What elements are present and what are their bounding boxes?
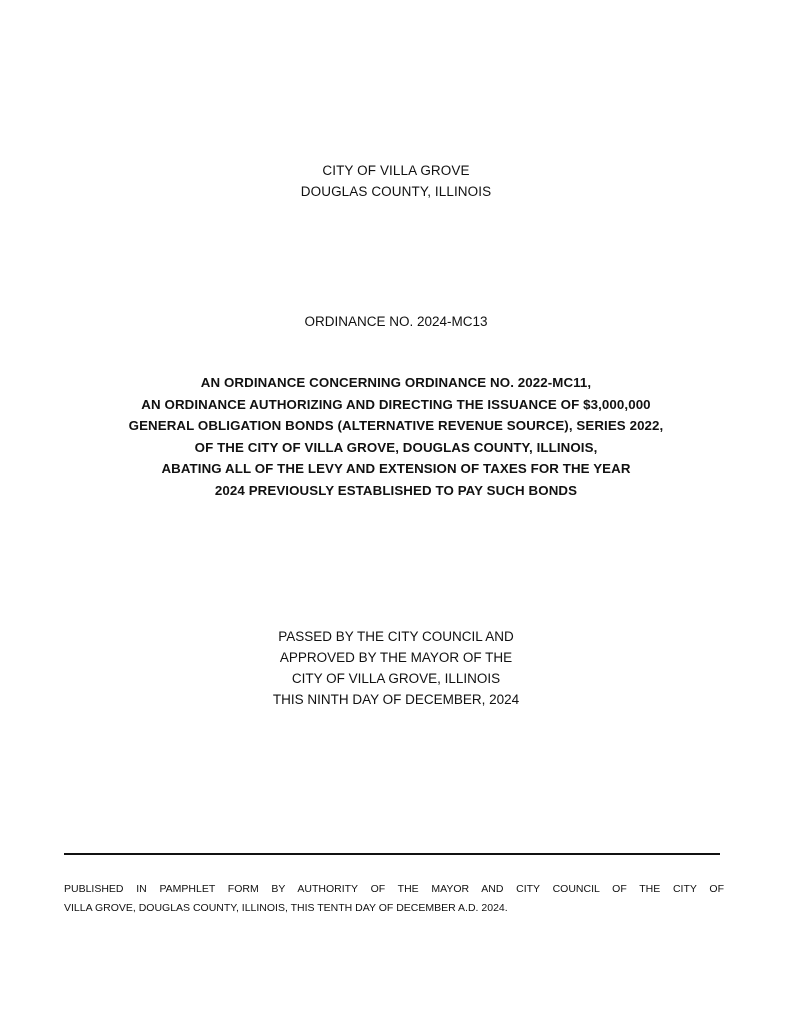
title-line: GENERAL OBLIGATION BONDS (ALTERNATIVE REVENUE SOURCE), SERIES 2022, — [128, 418, 664, 433]
title-line: ABATING ALL OF THE LEVY AND EXTENSION OF TAXES FOR THE YEAR — [161, 461, 631, 476]
passed-line: APPROVED BY THE MAYOR OF THE — [279, 650, 513, 665]
publication-line: PUBLISHED IN PAMPHLET FORM BY AUTHORITY OF THE MAYOR AND CITY COUNCIL OF THE CITY OF — [64, 883, 724, 895]
passed-line: THIS NINTH DAY OF DECEMBER, 2024 — [272, 692, 520, 707]
county-state: DOUGLAS COUNTY, ILLINOIS — [300, 184, 492, 199]
ordinance-number-text: ORDINANCE NO. 2024-MC13 — [304, 314, 488, 329]
publication-line: VILLA GROVE, DOUGLAS COUNTY, ILLINOIS, THIS TENTH DAY OF DECEMBER A.D. 2024. — [64, 902, 508, 914]
divider-rule — [64, 853, 720, 855]
passed-line: PASSED BY THE CITY COUNCIL AND — [278, 629, 514, 644]
title-line: AN ORDINANCE CONCERNING ORDINANCE NO. 2022-MC11, — [200, 375, 592, 390]
passed-statement — [0, 626, 792, 710]
passed-line: CITY OF VILLA GROVE, ILLINOIS — [291, 671, 501, 686]
title-line: AN ORDINANCE AUTHORIZING AND DIRECTING THE ISSUANCE OF $3,000,000 — [141, 396, 651, 412]
document-header — [0, 160, 792, 202]
publication-notice — [64, 880, 724, 918]
ordinance-number — [0, 312, 792, 332]
title-line: 2024 PREVIOUSLY ESTABLISHED TO PAY SUCH BONDS — [214, 482, 578, 498]
city-name: CITY OF VILLA GROVE — [322, 163, 470, 178]
ordinance-title — [0, 372, 792, 501]
title-line: OF THE CITY OF VILLA GROVE, DOUGLAS COUNTY, ILLINOIS, — [194, 439, 598, 455]
